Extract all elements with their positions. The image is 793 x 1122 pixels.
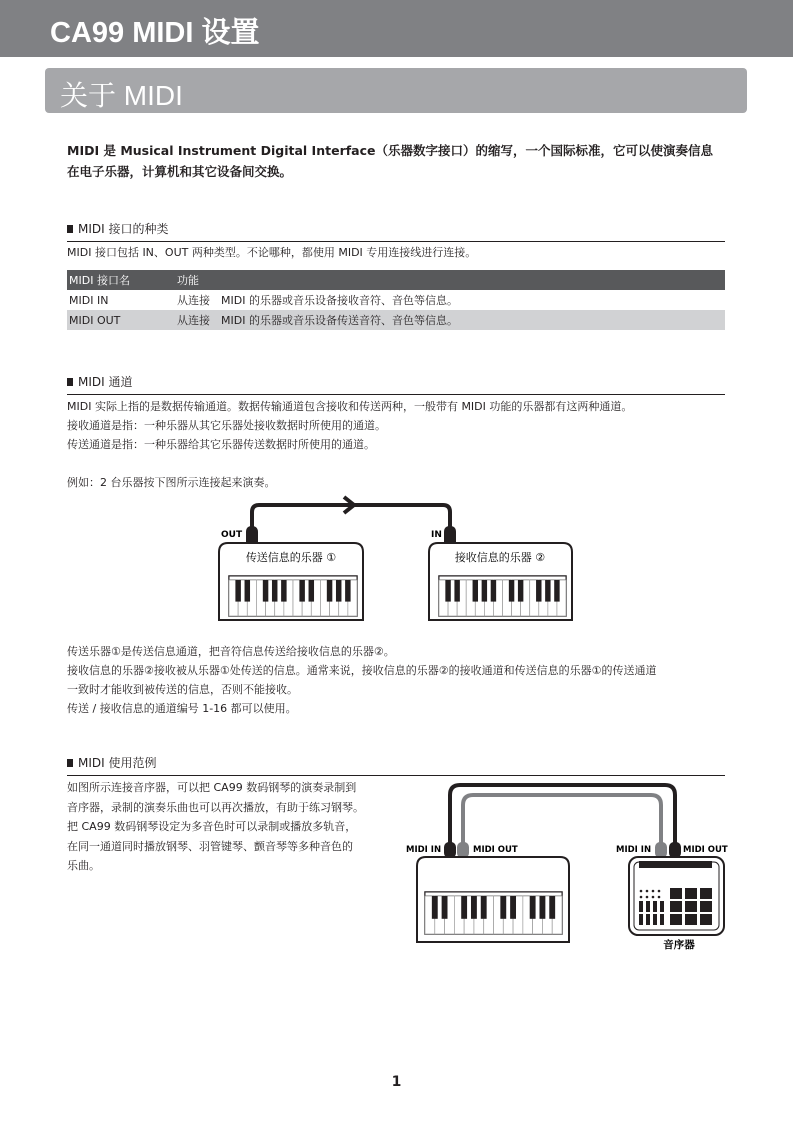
- black-key: [518, 580, 523, 602]
- sequencer-dot: [652, 890, 655, 893]
- keyboard-rail: [439, 576, 566, 580]
- table-header: MIDI 接口名: [69, 274, 130, 287]
- text-line: MIDI 实际上指的是数据传输通道。数据传输通道包含接收和传送两种，一般带有 MIDI 功能的乐器都有这两种通道。: [67, 400, 633, 413]
- black-key: [235, 580, 240, 602]
- text-line: 传送通道是指：一种乐器给其它乐器传送数据时所使用的通道。: [67, 438, 375, 451]
- sequencer-slider: [646, 914, 650, 925]
- black-key: [454, 580, 459, 602]
- heading-usage: [67, 754, 725, 776]
- sequencer-dot: [646, 896, 649, 899]
- midi-cable-gray: [463, 795, 661, 845]
- section-title: 关于 MIDI: [60, 80, 183, 111]
- page-title: CA99 MIDI 设置: [50, 17, 260, 49]
- table-cell: MIDI IN: [69, 293, 109, 307]
- black-key: [554, 580, 559, 602]
- black-key: [500, 896, 506, 919]
- sequencer-slider: [646, 901, 650, 912]
- sequencer-dot: [652, 896, 655, 899]
- black-key: [336, 580, 341, 602]
- text-line: 接收通道是指：一种乐器从其它乐器处接收数据时所使用的通道。: [67, 419, 386, 432]
- seq-midi-out-plug: [669, 842, 681, 858]
- sequencer-dot: [646, 890, 649, 893]
- text-line: 在同一通道同时播放钢琴、羽管键琴、颤音琴等多种音色的: [67, 839, 353, 853]
- out-label: OUT: [221, 530, 243, 540]
- sequencer-slider: [653, 901, 657, 912]
- keyboard: [439, 576, 566, 616]
- text-line: 把 CA99 数码钢琴设定为多音色时可以录制或播放多轨音，: [67, 820, 357, 833]
- sequencer-slider: [639, 901, 643, 912]
- sequencer-pad: [670, 901, 682, 912]
- example-text: 例如：2 台乐器按下图所示连接起来演奏。: [67, 476, 276, 489]
- black-key: [471, 896, 477, 919]
- ports-desc: MIDI 接口包括 IN、OUT 两种类型。不论哪种，都使用 MIDI 专用连接线进行连接。: [67, 246, 477, 259]
- text-line: 音序器，录制的演奏乐曲也可以再次播放，有助于练习钢琴。: [67, 800, 364, 814]
- keyboard: [229, 576, 357, 616]
- heading-text: MIDI 通道: [78, 375, 133, 389]
- black-key: [491, 580, 496, 602]
- black-key: [549, 896, 555, 919]
- sequencer-dot: [640, 896, 643, 899]
- sequencer-pad: [670, 888, 682, 899]
- text-line: 一致时才能收到被传送的信息，否则不能接收。: [67, 683, 298, 696]
- seq-midi-out-label: MIDI OUT: [683, 845, 728, 855]
- black-key: [530, 896, 536, 919]
- keyboard: [425, 892, 562, 934]
- black-key: [327, 580, 332, 602]
- black-key: [432, 896, 438, 919]
- keyboard-rail: [229, 576, 357, 580]
- black-key: [539, 896, 545, 919]
- sequencer-pad: [670, 914, 682, 925]
- sequencer-display: [639, 861, 712, 868]
- sequencer-dot: [658, 890, 661, 893]
- heading-text: MIDI 接口的种类: [78, 222, 169, 236]
- table-cell: MIDI OUT: [69, 313, 121, 327]
- text-line: 乐曲。: [67, 859, 100, 872]
- black-key: [263, 580, 268, 602]
- intro-line: 在电子乐器，计算机和其它设备间交换。: [67, 164, 293, 179]
- sequencer-label: 音序器: [663, 939, 695, 951]
- black-key: [536, 580, 541, 602]
- sequencer-slider: [660, 914, 664, 925]
- black-key: [473, 580, 478, 602]
- black-key: [272, 580, 277, 602]
- black-key: [545, 580, 550, 602]
- usage-diagram: [406, 785, 728, 951]
- channels-after-text: [67, 642, 737, 718]
- sender-label: 传送信息的乐器 ①: [245, 551, 337, 564]
- sequencer-pad: [700, 901, 712, 912]
- sequencer-pad: [700, 888, 712, 899]
- piano-midi-out-label: MIDI OUT: [473, 845, 518, 855]
- page-number: 1: [391, 1074, 402, 1090]
- table-header: 功能: [177, 274, 199, 287]
- usage-text: [67, 778, 387, 876]
- black-key: [299, 580, 304, 602]
- sequencer-dot: [658, 896, 661, 899]
- sequencer-slider: [653, 914, 657, 925]
- black-key: [245, 580, 250, 602]
- table-cell: 从连接 MIDI 的乐器或音乐设备传送音符、音色等信息。: [177, 314, 458, 327]
- text-line: 如图所示连接音序器，可以把 CA99 数码钢琴的演奏录制到: [67, 781, 357, 794]
- channel-diagram: [219, 497, 572, 620]
- sequencer-dot: [640, 890, 643, 893]
- table-cell: 从连接 MIDI 的乐器或音乐设备接收音符、音色等信息。: [177, 294, 458, 307]
- out-plug: [246, 526, 258, 542]
- black-key: [445, 580, 450, 602]
- sequencer-pad: [685, 901, 697, 912]
- black-key: [461, 896, 467, 919]
- sequencer-slider: [660, 901, 664, 912]
- seq-midi-in-plug: [655, 842, 667, 858]
- piano-midi-out-plug: [457, 842, 469, 858]
- piano-midi-in-plug: [444, 842, 456, 858]
- sequencer-slider: [639, 914, 643, 925]
- sequencer-pad: [700, 914, 712, 925]
- black-key: [309, 580, 314, 602]
- heading-text: MIDI 使用范例: [78, 756, 157, 770]
- black-key: [481, 896, 487, 919]
- text-line: 传送 / 接收信息的通道编号 1-16 都可以使用。: [67, 702, 297, 715]
- piano-midi-in-label: MIDI IN: [406, 845, 442, 855]
- intro-line: MIDI 是 Musical Instrument Digital Interface（乐器数字接口）的缩写，一个国际标准，它可以使演奏信息: [67, 143, 713, 158]
- receiver-label: 接收信息的乐器 ②: [454, 551, 546, 564]
- in-plug: [444, 526, 456, 542]
- in-label: IN: [431, 530, 442, 540]
- black-key: [281, 580, 286, 602]
- sequencer-pad: [685, 888, 697, 899]
- seq-midi-in-label: MIDI IN: [616, 845, 652, 855]
- text-line: 传送乐器①是传送信息通道，把音符信息传送给接收信息的乐器②。: [67, 645, 395, 658]
- keyboard-rail: [425, 892, 562, 896]
- black-key: [442, 896, 448, 919]
- black-key: [509, 580, 514, 602]
- black-key: [482, 580, 487, 602]
- sequencer-pad: [685, 914, 697, 925]
- black-key: [510, 896, 516, 919]
- black-key: [345, 580, 350, 602]
- text-line: 接收信息的乐器②接收被从乐器①处传送的信息。通常来说，接收信息的乐器②的接收通道和传送信息的乐器①的传送通道: [67, 664, 657, 677]
